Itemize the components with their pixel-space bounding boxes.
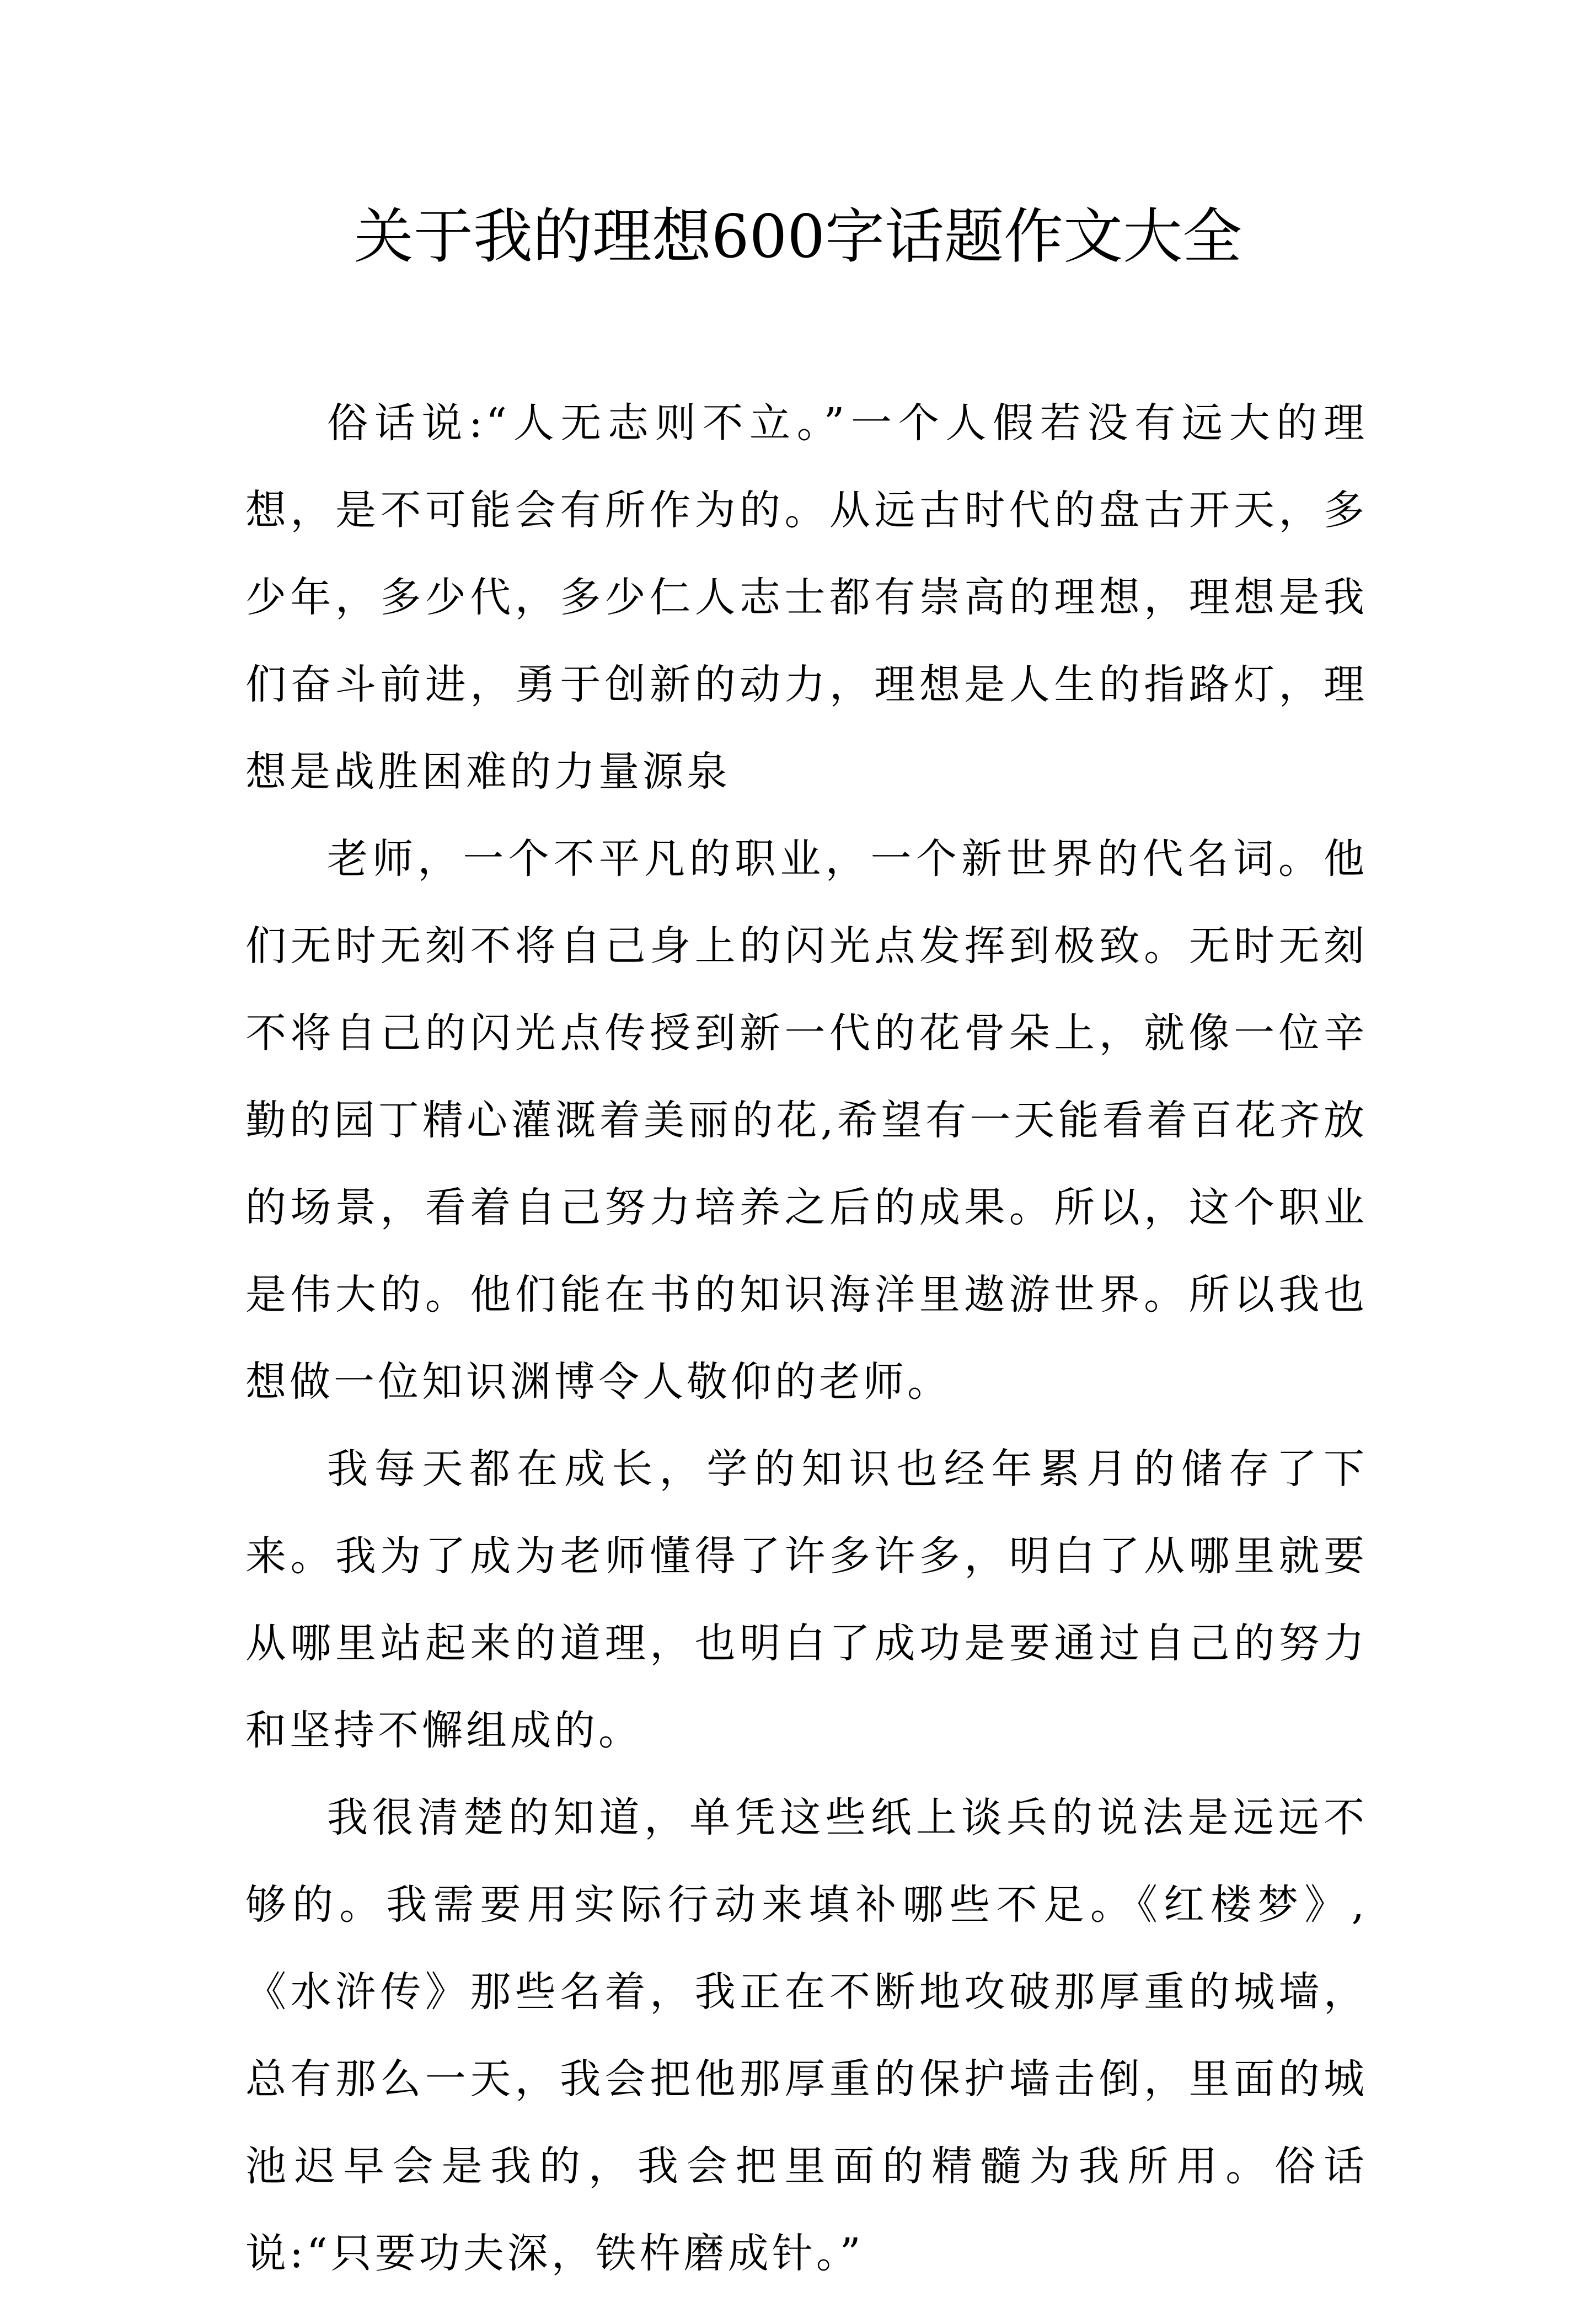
document-title: 关于我的理想600字话题作文大全 [354,202,1242,271]
paragraph-3: 我每天都在成长，学的知识也经年累月的储存了下来。我为了成为老师懂得了许多许多，明白了从哪里就要从哪里站起来的道理，也明白了成功是要通过自己的努力和坚持不懈组成的。 [245,1445,1368,1754]
paragraph-1: 俗话说:“人无志则不立。”一个人假若没有远大的理想，是不可能会有所作为的。从远古时代的盘古开天，多少年，多少代，多少仁人志士都有崇高的理想，理想是我们奋斗前进，勇于创新的动力，理想是人生的指路灯，理想是战胜困难的力量源泉 [245,399,1368,795]
document-body [245,380,1368,2297]
paragraph-2: 老师，一个不平凡的职业，一个新世界的代名词。他们无时无刻不将自己身上的闪光点发挥到极致。无时无刻不将自己的闪光点传授到新一代的花骨朵上，就像一位辛勤的园丁精心灌溉着美丽的花,希望有一天能看着百花齐放的场景，看着自己努力培养之后的成果。所以，这个职业是伟大的。他们能在书的知识海洋里遨游世界。所以我也想做一位知识渊博令人敬仰的老师。 [245,835,1368,1406]
paragraph-4: 我很清楚的知道，单凭这些纸上谈兵的说法是远远不够的。我需要用实际行动来填补哪些不足。《红楼梦》,《水浒传》那些名着，我正在不断地攻破那厚重的城墙，总有那么一天，我会把他那厚重的保护墙击倒，里面的城池迟早会是我的，我会把里面的精髓为我所用。俗话说:“只要功夫深，铁杵磨成针。” [245,1794,1368,2277]
